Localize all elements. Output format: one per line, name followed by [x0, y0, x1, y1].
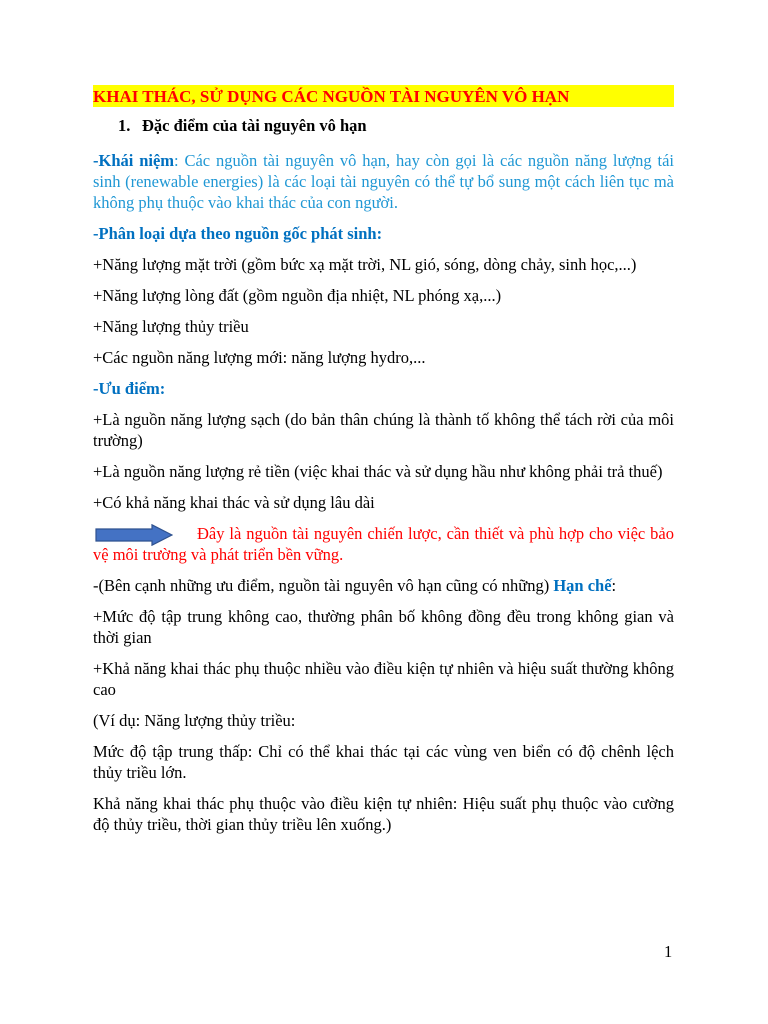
- page-number: 1: [664, 942, 673, 961]
- advantage-item: +Có khả năng khai thác và sử dụng lâu dài: [93, 493, 375, 512]
- classification-item: +Năng lượng mặt trời (gồm bức xạ mặt trời, NL gió, sóng, dòng chảy, sinh học,...): [93, 255, 637, 274]
- limitation-item: +Mức độ tập trung không cao, thường phân bố không đồng đều trong không gian và thời gian: [93, 607, 674, 647]
- right-arrow-icon: [95, 524, 173, 546]
- advantages-heading: -Ưu điểm:: [93, 379, 166, 398]
- concept-colon: :: [174, 151, 179, 170]
- document-body: [93, 85, 674, 845]
- limitations-intro: -(Bên cạnh những ưu điểm, nguồn tài nguyên vô hạn cũng có những): [93, 576, 554, 595]
- limitations-colon: :: [611, 576, 617, 595]
- concept-text: Các nguồn tài nguyên vô hạn, hay còn gọi là các nguồn năng lượng tái sinh (renewable energies) là các loại tài nguyên có thể tự bổ sung một cách liên tục mà không phụ thuộc vào khai thác của con người.: [93, 151, 675, 212]
- document-title: KHAI THÁC, SỬ DỤNG CÁC NGUỒN TÀI NGUYÊN VÔ HẠN: [93, 85, 674, 107]
- section-heading: [118, 115, 674, 137]
- classification-item: +Năng lượng lòng đất (gồm nguồn địa nhiệt, NL phóng xạ,...): [93, 286, 502, 305]
- limitations-paragraph: [93, 575, 674, 596]
- section-title: Đặc điểm của tài nguyên vô hạn: [142, 116, 367, 135]
- conclusion-text: Đây là nguồn tài nguyên chiến lược, cần thiết và phù hợp cho việc bảo vệ môi trường và phát triển bền vững.: [93, 524, 674, 564]
- example-line: (Ví dụ: Năng lượng thủy triều:: [93, 711, 296, 730]
- advantage-item: +Là nguồn năng lượng sạch (do bản thân chúng là thành tố không thể tách rời của môi trường): [93, 410, 674, 450]
- limitation-item: +Khả năng khai thác phụ thuộc nhiều vào điều kiện tự nhiên và hiệu suất thường không cao: [93, 659, 674, 699]
- section-number: 1.: [118, 116, 131, 135]
- concept-label: -Khái niệm: [93, 151, 175, 170]
- limitations-label: Hạn chế: [553, 576, 612, 595]
- example-line: Mức độ tập trung thấp: Chỉ có thể khai thác tại các vùng ven biển có độ chênh lệch thủy triều lớn.: [93, 742, 674, 782]
- advantage-item: +Là nguồn năng lượng rẻ tiền (việc khai thác và sử dụng hầu như không phải trả thuế): [93, 462, 663, 481]
- classification-item: +Các nguồn năng lượng mới: năng lượng hydro,...: [93, 348, 426, 367]
- example-line: Khả năng khai thác phụ thuộc vào điều kiện tự nhiên: Hiệu suất phụ thuộc vào cường độ thủy triều, thời gian thủy triều lên xuống.): [93, 794, 674, 834]
- classification-heading: -Phân loại dựa theo nguồn gốc phát sinh:: [93, 224, 383, 243]
- conclusion-paragraph: [93, 523, 674, 565]
- concept-paragraph: [93, 150, 674, 213]
- classification-item: +Năng lượng thủy triều: [93, 317, 249, 336]
